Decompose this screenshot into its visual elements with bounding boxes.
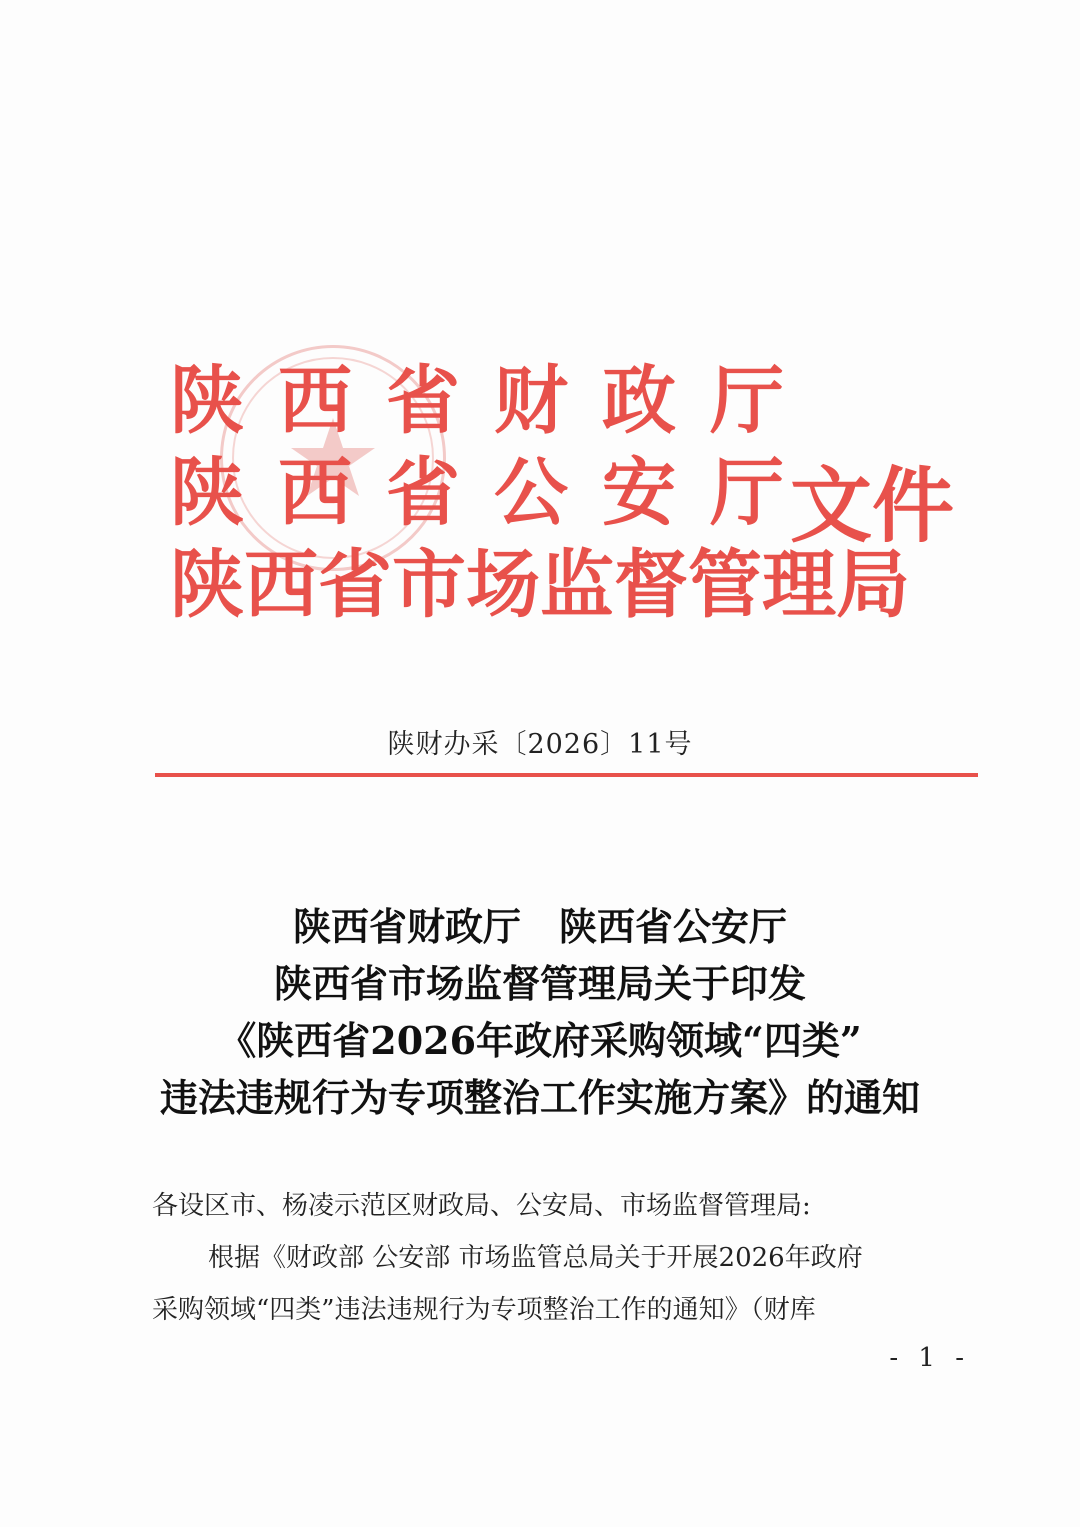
salutation: 各设区市、杨凌示范区财政局、公安局、市场监督管理局: <box>152 1191 811 1221</box>
title-line: 违法违规行为专项整治工作实施方案》的通知 <box>159 1075 920 1120</box>
document-number: 陕财办采〔2026〕11号 <box>387 729 693 760</box>
page-number: - 1 - <box>889 1343 970 1373</box>
letterhead-suffix: 文件 <box>790 458 955 554</box>
org-name: 陕西省财政厅 <box>170 358 818 444</box>
document-body <box>152 1180 962 1336</box>
org-name: 陕西省市场监督管理局 <box>170 542 910 628</box>
letterhead-org-1 <box>170 355 970 447</box>
red-divider-line <box>155 773 978 777</box>
title-line: 陕西省市场监督管理局关于印发 <box>273 961 806 1006</box>
document-title <box>0 898 1080 1126</box>
org-name: 陕西省公安厅 <box>170 450 818 536</box>
paragraph-line: 采购领域“四类”违法违规行为专项整治工作的通知》（财库 <box>152 1295 816 1325</box>
title-line: 《陕西省2026年政府采购领域“四类” <box>218 1018 862 1063</box>
title-line: 陕西省财政厅 陕西省公安厅 <box>292 904 787 949</box>
paragraph-line: 根据《财政部 公安部 市场监管总局关于开展2026年政府 <box>208 1243 863 1273</box>
red-letterhead <box>170 355 970 631</box>
